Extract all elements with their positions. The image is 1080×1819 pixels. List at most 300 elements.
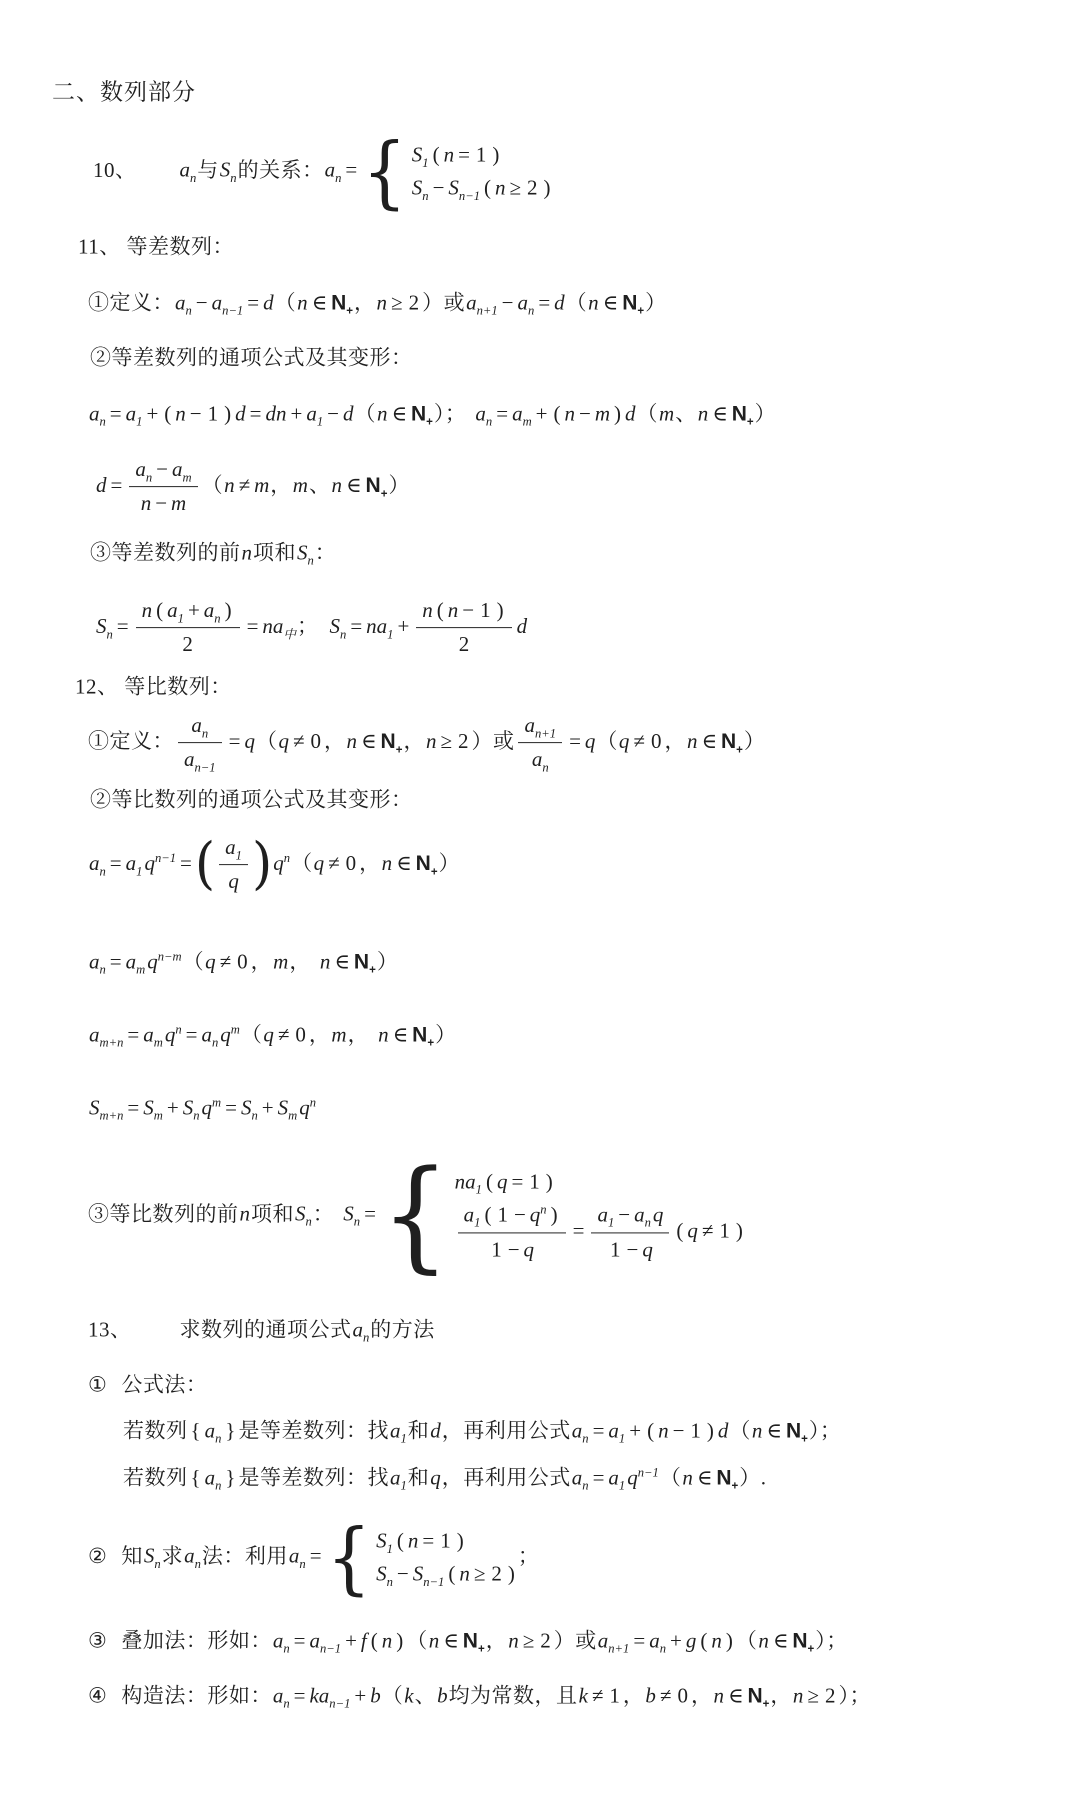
math-op: ) [735,1218,743,1243]
text-run: 知 [121,1543,143,1568]
math-op: 0 [650,728,662,753]
math-var: $S_n$ [182,1095,200,1123]
text-run: ） [645,290,667,315]
math-op: ≠ [328,850,340,875]
math-var: n [346,728,357,753]
math-op: ( [370,1628,378,1653]
math-op: = [185,1022,198,1047]
text-run: ①定义： [88,728,174,753]
math-bold-n: $N_+$ [412,1023,435,1050]
math-var: m [659,401,675,426]
text-run: ）； [815,1628,848,1653]
math-op: − [195,290,208,315]
math-op: ) [550,1202,558,1227]
math-op: ) [456,1528,464,1553]
math-op: 2 [824,1683,836,1708]
text-run: 和 [407,1465,430,1490]
math-op: 1 [609,1683,620,1708]
text-run: 法：利用 [201,1543,288,1568]
math-op: = [364,1201,376,1226]
math-op: ∈ [696,1465,713,1490]
math-var: $a_n$ [203,598,221,626]
span [518,711,562,743]
text-run: ）或 [553,1628,597,1653]
math-bold-n: $N_+$ [720,729,743,756]
math-op: ∈ [334,949,350,974]
math-var: q [523,1237,535,1262]
math-bold-n: $N_+$ [747,1684,770,1711]
math-var: n [241,540,252,565]
text-run: ②等比数列的通项公式及其变形： [90,787,413,812]
text-run: ， [359,850,381,875]
math-var: $S_n$ [219,157,237,185]
math-op: 1 [491,1237,502,1262]
math-var: n [443,142,455,167]
math-bold-n: $N_+$ [716,1466,739,1493]
math-op: ( [484,1202,492,1227]
math-var: $a_n$ [634,1202,651,1230]
text-run: （ [735,1628,758,1653]
item-12-general-formula-1 [88,833,460,897]
math-var: n [381,850,393,875]
math-var: $a_n$ [288,1543,306,1571]
math-op: ( [448,1562,456,1586]
fraction [178,711,222,775]
math-var: $S_n$ [240,1095,258,1123]
math-op: + [345,1628,357,1653]
math-var: $S_m$ [143,1095,163,1123]
math-var: $a_n$ [352,1317,370,1345]
span [215,833,252,897]
math-var: n [682,1465,693,1490]
math-var: d [554,290,565,315]
math-op: − [156,457,168,482]
math-bold-n: $N_+$ [365,473,388,500]
math-bold-n: $N_+$ [622,291,645,318]
math-var: $a_{m+n}$ [89,1022,124,1050]
text-run: ， [270,472,292,497]
math-var: n [331,472,342,497]
math-bold-n: $N_+$ [415,851,438,878]
math-var: q [205,949,216,974]
text-run: 求 [161,1543,184,1568]
math-var: m [292,472,308,497]
span [136,596,240,628]
math-op: 1 [440,1528,451,1553]
math-op: ( [164,401,172,426]
item-11-d-formula [95,455,410,519]
math-op: ∈ [772,1628,789,1653]
math-var: q [244,728,255,753]
text-run: ； [517,1543,540,1568]
math-op: ( [676,1218,684,1243]
text-run: 、 [675,401,697,426]
math-op: = [109,401,122,426]
item-12-title [75,672,232,701]
math-var: $a_{n+1}$ [597,1628,630,1656]
cases-row [411,139,554,172]
text-run: ① [88,1372,108,1397]
math-var: $S_{n-1}$ [448,176,481,204]
math-op: 1 [529,1169,540,1194]
math-op: 0 [310,728,321,753]
text-run: 的方法 [370,1317,435,1342]
item-12-sum-relation [88,1093,317,1122]
math-op: + [535,401,548,426]
item-10-an-sn-relation [93,125,554,218]
text-run: ） [388,472,410,497]
math-var: q [584,728,596,753]
math-op: ≠ [591,1683,604,1708]
math-op: ≠ [701,1218,714,1243]
math-var: $a_1$ [125,401,143,429]
math-var: q [618,728,630,753]
cases-row [454,1165,746,1198]
math-var: n [686,728,698,753]
math-var: f [360,1628,367,1653]
math-op: ) [507,1562,515,1586]
cases-row [375,1525,518,1558]
math-var: d [625,401,636,426]
math-var: n [447,598,459,623]
text-run: ， [690,1683,713,1708]
math-op: { [190,1418,201,1443]
item-13-title [88,1315,435,1344]
math-op: 1 [497,1202,508,1227]
span [375,1525,518,1592]
text-run: （ [636,401,659,426]
math-op: = [116,613,129,638]
math-var: n [758,1628,769,1653]
math-op: ∈ [727,1683,744,1708]
text-run: 、 [414,1683,437,1708]
text-run: （ [596,728,618,753]
math-op: ) [545,1169,553,1194]
math-op: } [225,1418,236,1443]
math-var: $a_n$ [475,401,493,429]
item-11-sum-formula [95,596,528,660]
math-var: d [342,401,354,426]
text-run: ）. [739,1465,767,1490]
math-op: ∈ [392,1022,409,1047]
math-var: n [658,1418,669,1443]
math-op: ≥ [440,728,452,753]
text-run: （ [291,850,313,875]
math-var: $a_m$ [125,949,146,977]
math-op: ) [496,598,504,623]
math-op: 1 [475,142,487,167]
math-op: − [618,1202,631,1227]
math-op: { [190,1465,201,1490]
text-run: ： [314,540,337,565]
math-op: ) [224,401,232,426]
math-op: = [496,401,509,426]
text-run: 是等差数列：找 [238,1465,389,1490]
brace-glyph: { [326,1511,372,1604]
math-var: n [141,598,153,623]
math-var: $a_1$ [389,1418,407,1446]
math-op: = [572,1218,585,1243]
math-var: n [508,1628,519,1653]
math-op: ∈ [345,472,362,497]
math-var: m [594,401,611,426]
math-op: ≠ [238,472,251,497]
math-op: } [225,1465,236,1490]
math-bold-n: $N_+$ [353,950,376,977]
math-var: $a_m$ [171,457,192,485]
math-var: $a_n$ [204,1418,222,1446]
text-run: （ [729,1418,751,1443]
math-op: 1 [690,1418,701,1443]
text-run: ， [308,1022,331,1047]
span [411,139,554,206]
math-op: ≥ [509,176,522,200]
math-op: 1 [719,1218,730,1243]
math-bold-n: $N_+$ [380,729,403,756]
math-op: − [462,598,475,623]
text-run: ， [622,1683,645,1708]
method-4-line [88,1681,871,1710]
math-var: $q^{n-1}$ [627,1465,659,1490]
math-var: $a_n$ [89,401,106,429]
math-var: $a_n$ [184,1543,201,1571]
math-var: $a_n$ [272,1683,290,1711]
text-run: 若数列 [123,1465,188,1490]
text-run: 12、 等比数列： [75,674,232,699]
math-var: n [224,472,235,497]
text-run: （ [406,1628,428,1653]
math-op: − [579,401,591,426]
text-run: ） [376,949,399,974]
text-run: ④ [88,1683,108,1708]
math-op: = [180,850,192,875]
cases-row [411,172,554,205]
fraction [591,1201,669,1265]
math-op: 2 [408,290,420,315]
math-var: n [319,949,331,974]
math-bold-n: $N_+$ [792,1629,815,1656]
math-op: ≠ [659,1683,672,1708]
math-var: $a_{n+1}$ [466,290,498,318]
math-var: $q^n$ [529,1202,547,1227]
math-var: q [313,850,325,875]
math-op: ≥ [522,1628,535,1653]
span [454,1165,746,1266]
math-var: n [376,401,388,426]
math-var: $a_n$ [204,1465,222,1493]
text-run: ， [770,1683,792,1708]
math-var: n [792,1683,804,1708]
math-var: q [263,1022,274,1047]
math-op: − [672,1418,685,1443]
math-op: ≠ [277,1022,290,1047]
fraction [416,596,511,660]
math-op: + [261,1095,274,1120]
math-var: n [495,176,506,200]
item-12-general-formula-title [90,785,413,814]
piecewise-cases [380,1145,746,1286]
math-bold-n: $N_+$ [331,291,354,318]
math-var: $na_1$ [366,613,394,641]
math-var: $S_n$ [143,1543,161,1571]
span [458,1233,566,1264]
math-op: ≥ [473,1562,486,1586]
math-op: ( [647,1418,655,1443]
math-var: n [459,1562,470,1586]
text-run: （ [354,401,376,426]
math-var: $a_n$ [201,1022,219,1050]
span [416,629,511,660]
item-11-definition [88,288,667,317]
math-var: $q^m$ [220,1022,240,1047]
math-var: n [140,491,152,516]
math-op: ) [614,401,622,426]
math-var: d [516,613,528,638]
math-var: k [578,1683,588,1708]
item-12-general-formula-2 [88,947,398,976]
math-op: − [189,401,202,426]
span [591,1233,669,1264]
math-op: = [127,1095,140,1120]
text-run: ， [347,1022,370,1047]
math-var: $S_{n-1}$ [412,1562,445,1590]
math-op: 2 [458,632,470,657]
text-run: ） [435,1022,457,1047]
math-op: − [507,1237,520,1262]
math-op: + [354,1683,367,1708]
math-op: = [345,157,358,182]
text-run: 公式法： [121,1372,208,1397]
math-var: n [381,1628,393,1653]
math-var: $a_n$ [89,949,106,977]
math-var: $S_n$ [96,613,113,641]
math-var: g [685,1628,697,1653]
text-run: （ [201,472,224,497]
math-var: $a_1$ [225,835,242,863]
math-var: d [717,1418,729,1443]
math-var: $S_n$ [329,613,347,641]
math-var: $S_1$ [376,1528,393,1556]
math-var: $S_n$ [297,540,314,568]
math-op: ( [484,176,492,200]
text-run: ， [485,1628,508,1653]
math-var: $S_n$ [295,1201,312,1230]
math-op: ) [224,598,232,623]
math-var: $a_n$ [571,1465,589,1493]
text-run: 构造法：形如： [121,1683,272,1708]
math-var: q [652,1202,664,1227]
math-op: 0 [677,1683,688,1708]
cases-row [454,1199,746,1267]
math-var: $na_中$ [262,613,297,641]
math-var: $a_n$ [649,1628,666,1656]
math-op: ∈ [701,728,717,753]
math-op: 2 [527,176,538,200]
math-var: n [428,1628,440,1653]
math-var: $a_n$ [517,290,535,318]
cases-row [375,1558,518,1591]
math-op: = [350,613,363,638]
math-op: ≠ [633,728,645,753]
fraction [219,833,248,897]
item-12-sum-formula [88,1145,746,1286]
text-run: ② [88,1543,108,1568]
math-var: $a_1$ [167,598,184,626]
math-var: d [430,1418,441,1443]
item-12-definition [88,711,765,775]
span [518,744,562,775]
math-op: − [501,290,514,315]
span [136,629,240,660]
text-run: ）； [808,1418,842,1443]
math-var: dn [265,401,287,426]
math-op: 2 [491,1562,502,1586]
math-op: + [290,401,303,426]
text-run: ）； [433,401,467,426]
math-var: $q^n$ [164,1022,182,1047]
math-op: ) [706,1418,714,1443]
math-var: $q^{n-1}$ [144,850,177,875]
text-run: 与 [197,157,219,182]
text-run: 叠加法：形如： [121,1628,272,1653]
math-var: $S_n$ [343,1201,361,1230]
math-op: = [109,949,122,974]
text-run: ； [297,613,319,638]
text-run: ： [312,1201,335,1226]
math-var: q [642,1237,653,1262]
text-run: （ [182,949,205,974]
math-op: = [422,1528,435,1553]
math-var: n [407,1528,419,1553]
math-var: n [378,1022,389,1047]
math-var: $S_{m+n}$ [89,1095,124,1123]
math-var: $a_1$ [463,1202,481,1230]
math-var: n [175,401,186,426]
math-op: + [669,1628,682,1653]
math-var: q [228,869,239,894]
math-var: d [96,472,107,497]
math-var: $a_n$ [191,713,209,741]
math-bold-n: $N_+$ [785,1419,808,1446]
math-var: n [751,1418,763,1443]
math-op: = [110,472,123,497]
math-var: $a_1$ [389,1465,407,1493]
span [591,1201,669,1233]
text-run: ②等差数列的通项公式及其变形： [90,345,413,370]
math-var: m [171,491,187,516]
math-op: + [146,401,159,426]
math-op: − [626,1237,639,1262]
math-op: ( [553,401,561,426]
math-op: ∈ [360,728,377,753]
math-var: d [235,401,246,426]
math-op: ) [492,142,500,167]
math-var: $S_m$ [277,1095,298,1123]
text-run: ， [323,728,346,753]
math-var: n [239,1201,250,1226]
math-bold-n: $N_+$ [731,402,754,429]
text-run: ，再利用公式 [441,1465,571,1490]
text-run: 若数列 [123,1418,188,1443]
math-op: ≠ [292,728,305,753]
math-op: ( [156,598,164,623]
math-var: $a_n$ [179,157,197,185]
math-var: q [430,1465,441,1490]
math-op: 1 [480,598,491,623]
math-var: b [645,1683,656,1708]
math-var: d [263,290,274,315]
math-op: 0 [237,949,248,974]
